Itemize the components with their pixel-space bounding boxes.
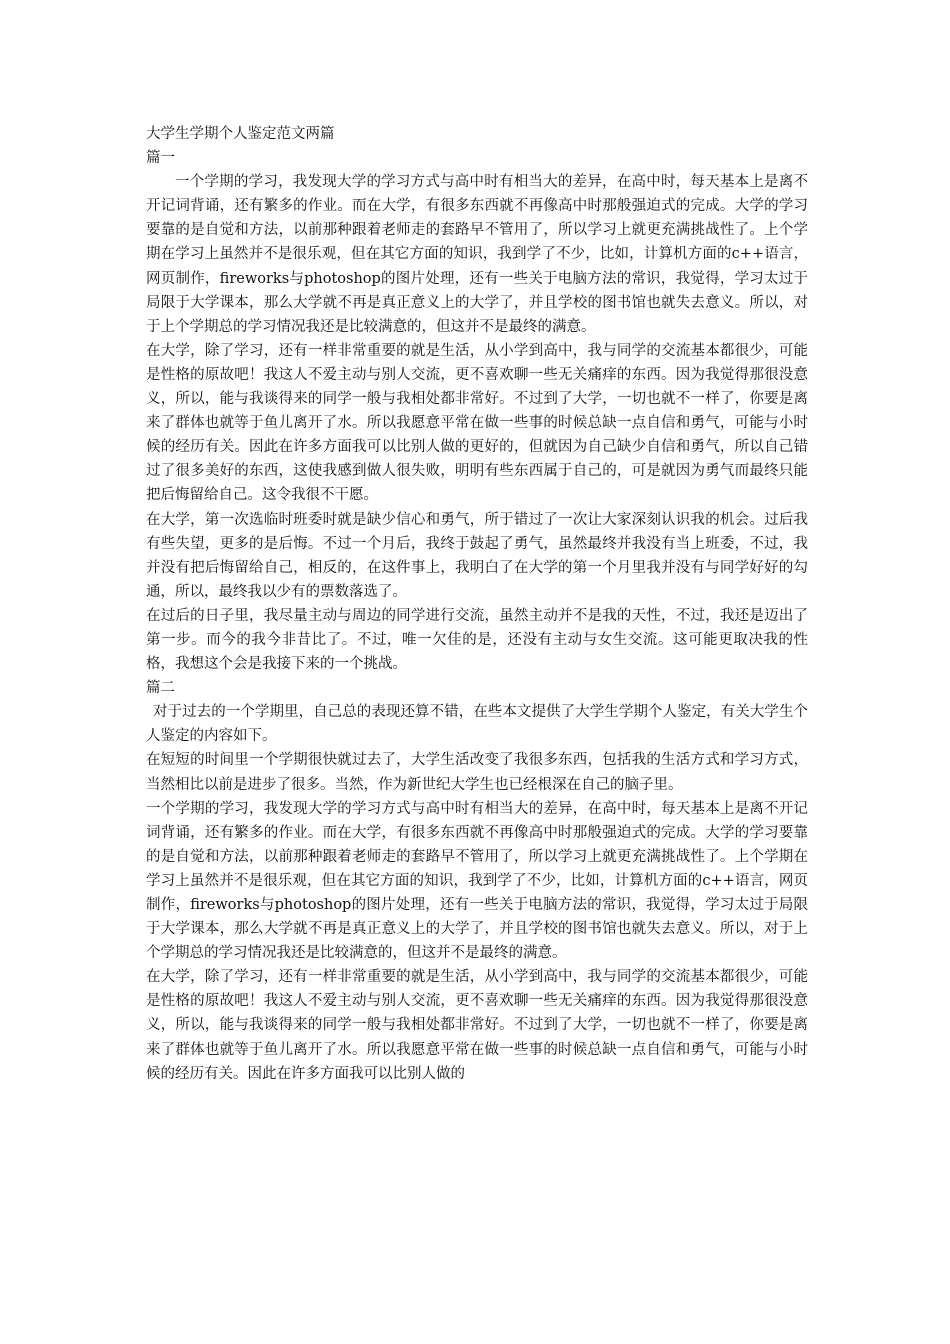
paragraph: 一个学期的学习，我发现大学的学习方式与高中时有相当大的差异，在高中时，每天基本上是离不开记词背诵，还有繁多的作业。而在大学，有很多东西就不再像高中时那般强迫式的完成。大学的学习要靠的是自觉和方法，以前那种跟着老师走的套路早不管用了，所以学习上就更充满挑战性了。上个学期在学习上虽然并不是很乐观，但在其它方面的知识，我到学了不少，比如，计算机方面的c++语言，网页制作，fireworks与photoshop的图片处理，还有一些关于电脑方法的常识，我觉得，学习太过于局限于大学课本，那么大学就不再是真正意义上的大学了，并且学校的图书馆也就失去意义。所以，对于上个学期总的学习情况我还是比较满意的，但这并不是最终的满意。: [146, 174, 808, 335]
document-page: [146, 122, 808, 1086]
section-heading-2: 篇二: [146, 680, 175, 697]
section-heading-1: 篇一: [146, 150, 175, 167]
paragraph: 在大学，除了学习，还有一样非常重要的就是生活，从小学到高中，我与同学的交流基本都很少，可能是性格的原故吧！我这人不爱主动与别人交流，更不喜欢聊一些无关痛痒的东西。因为我觉得那很没意义，所以，能与我谈得来的同学一般与我相处都非常好。不过到了大学，一切也就不一样了，你要是离来了群体也就等于鱼儿离开了水。所以我愿意平常在做一些事的时候总缺一点自信和勇气，可能与小时候的经历有关。因此在许多方面我可以比别人做的更好的，但就因为自己缺少自信和勇气，所以自己错过了很多美好的东西，这使我感到做人很失败，明明有些东西属于自己的，可是就因为勇气而最终只能把后悔留给自己。这令我很不干愿。: [146, 342, 808, 504]
paragraph: 一个学期的学习，我发现大学的学习方式与高中时有相当大的差异，在高中时，每天基本上是离不开记词背诵，还有繁多的作业。而在大学，有很多东西就不再像高中时那般强迫式的完成。大学的学习要靠的是自觉和方法，以前那种跟着老师走的套路早不管用了，所以学习上就更充满挑战性了。上个学期在学习上虽然并不是很乐观，但在其它方面的知识，我到学了不少，比如，计算机方面的c++语言，网页制作，fireworks与photoshop的图片处理，还有一些关于电脑方法的常识，我觉得，学习太过于局限于大学课本，那么大学就不再是真正意义上的大学了，并且学校的图书馆也就失去意义。所以，对于上个学期总的学习情况我还是比较满意的，但这并不是最终的满意。: [146, 800, 808, 962]
paragraph: 在大学，除了学习，还有一样非常重要的就是生活，从小学到高中，我与同学的交流基本都很少，可能是性格的原故吧！我这人不爱主动与别人交流，更不喜欢聊一些无关痛痒的东西。因为我觉得那很没意义，所以，能与我谈得来的同学一般与我相处都非常好。不过到了大学，一切也就不一样了，你要是离来了群体也就等于鱼儿离开了水。所以我愿意平常在做一些事的时候总缺一点自信和勇气，可能与小时候的经历有关。因此在许多方面我可以比别人做的: [146, 969, 808, 1082]
document-title: 大学生学期个人鉴定范文两篇: [146, 126, 335, 142]
paragraph: 在大学，第一次选临时班委时就是缺少信心和勇气，所于错过了一次让大家深刻认识我的机会。过后我有些失望，更多的是后悔。不过一个月后，我终于鼓起了勇气，虽然最终并我没有当上班委，不过，我并没有把后悔留给自己，相反的，在这件事上，我明白了在大学的第一个月里我并没有与同学好好的勾通，所以，最终我以少有的票数落选了。: [146, 511, 808, 600]
paragraph: 对于过去的一个学期里，自己总的表现还算不错，在些本文提供了大学生学期个人鉴定，有关大学生个人鉴定的内容如下。: [146, 704, 808, 745]
paragraph: 在过后的日子里，我尽量主动与周边的同学进行交流，虽然主动并不是我的天性，不过，我还是迈出了第一步。而今的我今非昔比了。不过，唯一欠佳的是，还没有主动与女生交流。这可能更取决我的性格，我想这个会是我接下来的一个挑战。: [146, 607, 808, 673]
paragraph: 在短短的时间里一个学期很快就过去了，大学生活改变了我很多东西，包括我的生活方式和学习方式，当然相比以前是进步了很多。当然，作为新世纪大学生也已经根深在自己的脑子里。: [146, 752, 808, 793]
